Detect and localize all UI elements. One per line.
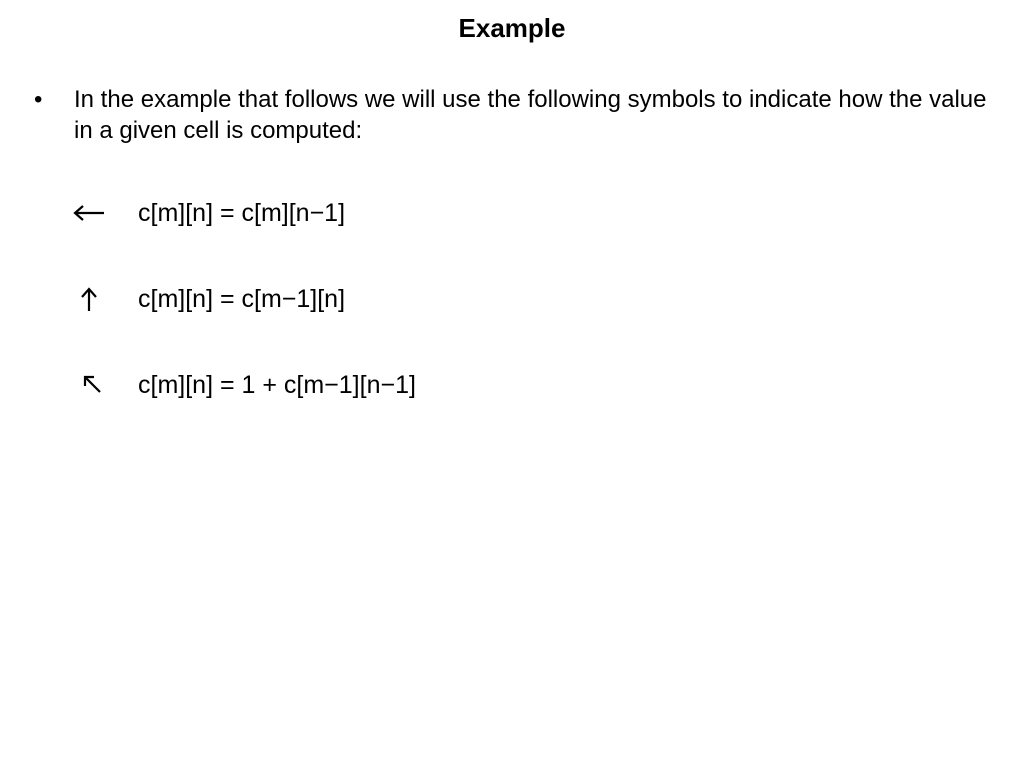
- left-arrow-icon: [72, 203, 138, 223]
- bullet-marker: •: [34, 86, 43, 113]
- symbol-row-left: [72, 196, 345, 230]
- bullet-item: [34, 84, 994, 146]
- symbol-row-diagonal: [72, 368, 416, 402]
- formula-diagonal: c[m][n] = 1 + c[m−1][n−1]: [138, 371, 416, 399]
- symbol-row-up: [72, 282, 345, 316]
- formula-left: c[m][n] = c[m][n−1]: [138, 199, 346, 227]
- bullet-text: In the example that follows we will use the following symbols to indicate how the value in a given cell is computed:: [74, 86, 987, 144]
- slide-title: Example: [458, 13, 566, 43]
- formula-up: c[m][n] = c[m−1][n]: [138, 285, 346, 313]
- up-left-arrow-icon: [72, 373, 138, 397]
- up-arrow-icon: [72, 286, 138, 312]
